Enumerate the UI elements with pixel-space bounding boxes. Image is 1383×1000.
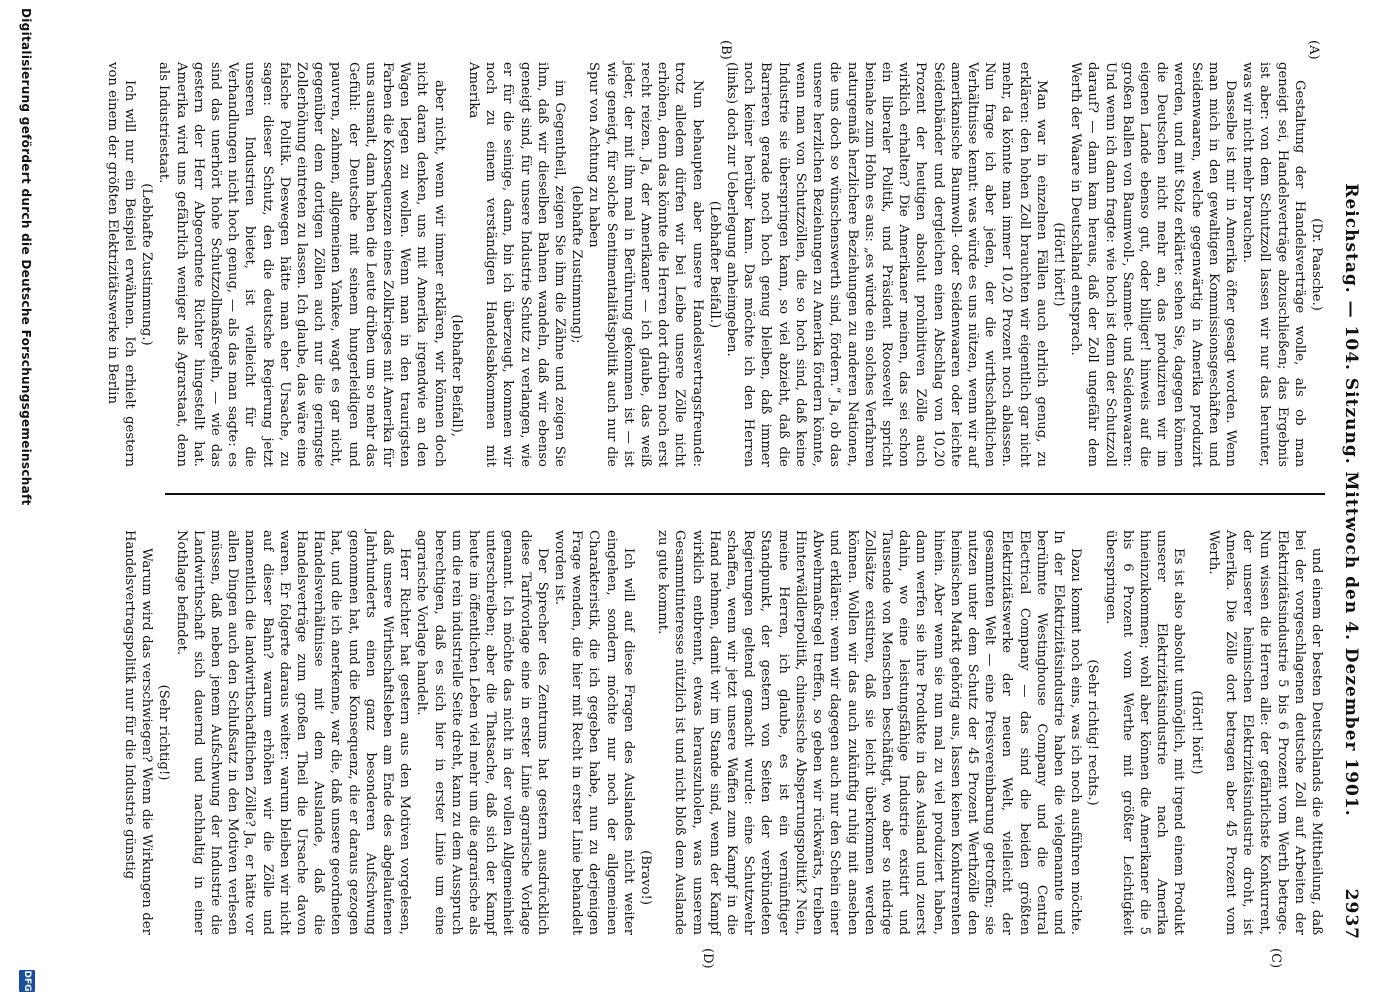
paragraph: Dasselbe ist mir in Amerika öfter gesagt worden. Wenn man mich in den gewaltigen Kommissionsgeschäften und Seidenwaaren, welche gegenwärtig in Amerika produzirt werden, und mit Stolz erklärte: sehen Sie, dagegen können die Deutschen nicht mehr an, das produziren wir im eigenen Lande ebenso gut, oder billiger! hinweis auf die großen Ballen von Baumwoll-, Sammet- und Seidenwaaren: Und wenn ich dann fragte: wie hoch ist denn der Schutzzoll darauf? — dann kam heraus, daß der Zoll ungefähr dem Werth der Waare in Deutschland entsprach. — [1068, 62, 1238, 467]
paragraph: Ich will nur ein Beispiel erwähnen. Ich erhielt gestern von einem der größten Elektrizitätswerke in Berlin — [104, 62, 137, 467]
paragraph: aber nicht, wenn wir immer erklären, wir können doch nicht daran denken, uns mit Amerika irgendwie an den Wagen legen zu wollen. Wenn man in den traurigsten Farben die Konsequenzen eines Zollkrieges mit Amerika für uns ausmalt, dann haben die Leute drüben um so mehr das Gefühl: der Deutsche mit seinem hungerleidigen und pauvren, zahmen, allgemeinen Yankee, wagt es gar nicht, gegenüber dem dortigen Zöllen auch nur die geringste Zollerhöhung eintreten zu lassen. Ich glaube, das wäre eine falsche Politik. Deswegen hätte man eher Ursache, zu sagen: dieser Schutz, den die deutsche Regierung jetzt unseren Industrien bietet, ist vielleicht für die Verhandlungen nicht hoch genug, — als das man sagte: es sind das unerhört hohe Schutzzollmaßregeln, — wie das gestern der Herr Abgeordnete Richter hingestellt hat. Amerika wird uns gefährlich weniger als Agrarstaat, denn als Industriestaat. — [156, 62, 447, 467]
interjection: (Hört! hört!) — [1188, 690, 1204, 775]
digitization-credit — [13, 0, 37, 1000]
paragraph: Gestaltung der Handelsverträge wolle, als ob man geneigt sei, Handelsverträge abzuschließen; das Ergebnis ist aber: von dem Schutzzoll lassen wir nur das herunter, was wir nicht mehr brauchen. — [1240, 62, 1307, 467]
paragraph: im Gegentheil, zeigen Sie ihm die Zähne und zeigen Sie ihm, daß wir dieselben Bahnen wandeln, daß wir ebenso geneigt sind, für unsere Industrie Schutz zu verlangen, wie er für die seinige, dann, bin ich überzeugt, kommen wir noch zu einem verständigen Handelsabkommen mit Amerika — [466, 62, 568, 467]
interjection: (Lebhafte Zustimmung.) — [139, 183, 155, 346]
paragraph: Nun behaupten aber unsere Handelsvertragsfreunde: trotz alledem dürfen wir bei Leibe unsere Zölle nicht erhöhen, denn das könnte die Herren dort drüben noch erst recht reizen. Ja, der Amerikaner — ich glaube, das weiß jeder, der mit ihm mal in Berührung gekommen ist — ist wie geneigt, für solche Sentimentalitätspolitik auch nur die Spur von Achtung zu haben — [586, 62, 705, 467]
interjection: (lebhafter Beifall), — [448, 314, 464, 437]
margin-marker-a: (A) — [1306, 40, 1321, 60]
margin-marker-c: (C) — [1268, 948, 1283, 969]
paragraph: und einem der besten Deutschlands die Mittheilung, daß bei der vorgeschlagenen deutsche Zoll auf Arbeiten der Elektrizitätsindustrie 5 bis 6 Prozent vom Werth betrage. Nun wissen die Herren alle: der gefährlichste Konkurrent, der unserer heimischen Elektrizitätsindustrie droht, ist Amerika. Die Zölle dort betragen aber 45 Prozent vom Werth. — [1205, 530, 1324, 935]
header-title: Reichstag. — 104. Sitzung. Mittwoch den 4. Dezember 1901. — [1341, 183, 1361, 817]
right-column — [121, 530, 1325, 935]
credit-text: Digitalisierung gefördert durch die Deutsche Forschungsgemeinschaft — [19, 8, 33, 506]
interjection: (Sehr richtig!) — [156, 684, 172, 781]
interjection: (Lebhafter Beifall.) — [706, 200, 722, 329]
interjection: (Hört! hört!) — [1050, 222, 1066, 307]
margin-marker-b: (B) — [718, 40, 733, 60]
interjection: (Bravo!) — [638, 850, 654, 905]
left-column — [104, 62, 1325, 467]
speaker-name: (Dr. Paasche.) — [1309, 218, 1324, 311]
page-number: 2937 — [1341, 888, 1361, 940]
column-divider — [165, 493, 1325, 495]
paragraph: Man war in einzelnen Fällen auch ehrlich genug, zu erklären: den hohen Zoll brauchten wir eigentlich gar nicht mehr, da könnte man immer 10,20 Prozent noch ablassen. Nun frage ich aber jeden, der die wirthschaftlichen Verhältnisse kennt: was würde es uns nützen, wenn wir auf amerikanische Baumwoll- oder Seidenwaaren oder leichte Seidenbänder und dergleichen einen Abschlag von 10,20 Prozent der heutigen absolut prohibitiven Zölle auch wirklich erhalten? Die Amerikaner meinen, das sei schon ein liberaler Politik, und Präsident Roosevelt spricht beinahe zum Hohn es aus: „es würde ein solches Verfahren naturgemäß herzlichere Beziehungen zu anderen Nationen, die uns doch so wünschenswerth sind, fördern.“ Ja, ob das unsere herzlichen Beziehungen zu Amerika fördern könnte, wenn man von Schutzzöllen, die so hoch sind, daß keine Industrie sie überspringen kann, so viel abzieht, daß die Barrieren gerade noch hoch genug bleiben, daß immer noch keiner herüber kann. Das möchte ich den Herren (links) doch zur Ueberlegung anheimgeben. — [724, 62, 1049, 467]
margin-marker-d: (D) — [700, 948, 715, 969]
paragraph: Warum wird das verschwiegen? Wenn die Wirkungen der Handelsvertragspolitik nur für die Industrie günstig — [121, 530, 155, 935]
interjection: (lebhafte Zustimmung); — [569, 185, 585, 344]
paragraph: Dazu kommt noch eins, was ich noch ausführen möchte. In der Elektrizitätsindustrie haben die vielgenannte und berühmte Westinghouse Company und die Central Electrical Company — das sind die beiden größten Elektrizitätswerke der neuen Welt, vielleicht der gesammten Welt — eine Preisvereinbarung getroffen; sie nutzen unter dem Schutz der 45 Prozent Werthzölle den heimischen Markt gehörig aus, lassen keinen Konkurrenten hinein. Aber wenn sie nun mal zu viel produziert haben, dann werfen sie ihre Produkte in das Ausland und zuerst dahin, wo eine leistungsfähige Industrie existirt und Tausende von Menschen beschäftigt, wo aber so niedrige Zollsätze existiren, daß sie leicht überkommen werden können. Wollen wir das auch zukünftig ruhig mit ansehen und erklären: wenn wir dagegen auch nur den Schein einer Abwehrmaßregel treffen, so geben wir rückwärts, treiben Hinterwäldlerpolitik, chinesische Absperrungspolitik? Nein, meine Herren, ich glaube, es ist ein vernünftiger Standpunkt, der gestern von Seiten der verbündeten Regierungen geltend gemacht wurde: eine Schutzwehr schaffen, wenn wir jetzt unsere Waffen zum Kampf in die Hand nehmen, damit wir im Stande sind, wenn der Kampf wirklich entbrennt, etwas herauszuholen, was unserem Gesammtinteresse nützlich ist und nicht bloß dem Auslande zu gute kommt. — [655, 530, 1084, 935]
running-header — [1335, 60, 1361, 940]
paragraph: Herr Richter hat gestern aus den Motiven vorgelesen, daß unsere Wirthschaftsleben am Ende des abgelaufenen Jahrhunderts einen ganz besonderen Aufschwung genommen hat, und die Konsequenz, die er daraus gezogen hat, und die ich anerkenne, war die, daß unsere geordneten Handelsverhältnisse mit dem Auslande, daß die Handelsverträge zum großen Theil die Ursache davon waren. Er folgerte daraus weiter: warum bleiben wir nicht auf dieser Bahn? warum erhöhen wir die Zölle und namentlich die landwirthschaftlichen Zölle? Ja, er hätte vor allen Dingen auch den Schlußsatz in den Motiven verlesen müssen, daß neben jenem Aufschwung der Industrie die Landwirthschaft sich dauernd und nachhaltig in einer Nothlage befindet. — [173, 530, 413, 935]
paragraph: Ich will auf diese Fragen des Auslandes nicht weiter eingehen, sondern möchte nur noch der allgemeinen Charakteristik, die ich gegeben habe, nun zu derjenigen Frage wenden, die hier mit Recht in erster Linie behandelt worden ist. — [552, 530, 636, 935]
interjection: (Sehr richtig! rechts.) — [1085, 659, 1101, 806]
paragraph: Der Sprecher des Zentrums hat gestern ausdrücklich diese Tarifvorlage eine in erster Linie agrarische Vorlage genannt. Ich möchte das nicht in der vollen Allgemeinheit unterschreiben; aber die Thatsache, daß sich der Kampf heute im öffentlichen Leben viel mehr um die agrarische als um die rein industrielle Seite dreht, kann zu dem Ausspruch berechtigen, daß es sich hier in erster Linie um eine agrarische Vorlage handelt. — [414, 530, 550, 935]
dfg-logo: DFG — [19, 970, 35, 992]
paragraph: Es ist also absolut unmöglich, mit irgend einem Produkt unserer Elektrizitätsindustrie nach Amerika hineinzukommen; wohl aber können die Amerikaner die 5 bis 6 Prozent vom Werthe mit größter Leichtigkeit überspringen. — [1102, 530, 1187, 935]
